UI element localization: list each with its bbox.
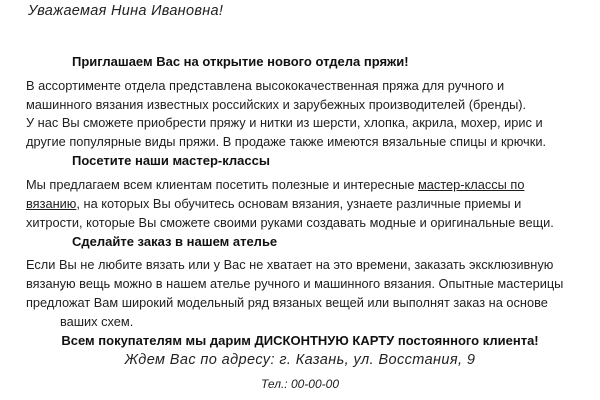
- paragraph-line: машинного вязания известных российских и зарубежных производителей (бренды).: [26, 97, 527, 112]
- paragraph-order: [26, 255, 578, 331]
- paragraph-line: Если Вы не любите вязать или у Вас не хватает на это времени, заказать эксклюзивную: [26, 257, 554, 272]
- paragraph-line: В ассортименте отдела представлена высококачественная пряжа для ручного и: [26, 78, 505, 93]
- paragraph-text: Мы предлагаем всем клиентам посетить полезные и интересные: [26, 177, 418, 192]
- paragraph-line: ваших схем.: [60, 314, 134, 329]
- discount-card-line: Всем покупателям мы дарим ДИСКОНТНУЮ КАРТУ постоянного клиента!: [61, 333, 539, 348]
- paragraph-line: другие популярные виды пряжи. В продаже также имеются вязальные спицы и крючки.: [26, 134, 547, 149]
- paragraph-text: , на которых Вы обучитесь основам вязания, узнаете различные приемы и: [76, 196, 522, 211]
- heading-invite: Приглашаем Вас на открытие нового отдела пряжи!: [72, 54, 409, 69]
- masterclass-link[interactable]: мастер-классы по: [418, 177, 525, 192]
- paragraph-line: вязаную вещь можно в нашем ателье ручного и машинного вязания. Опытные мастерицы: [26, 276, 564, 291]
- paragraph-line: хитрости, которые Вы сможете своими руками создавать модные и оригинальные вещи.: [26, 215, 554, 230]
- address-line: Ждем Вас по адресу: г. Казань, ул. Восстания, 9: [124, 352, 476, 368]
- greeting: Уважаемая Нина Ивановна!: [28, 3, 224, 19]
- masterclass-link-continued[interactable]: вязанию: [26, 196, 77, 211]
- paragraph-line: У нас Вы сможете приобрести пряжу и нитки из шерсти, хлопка, акрила, мохер, ирис и: [26, 115, 543, 130]
- paragraph-assortment: [26, 76, 578, 114]
- heading-masterclass: Посетите наши мастер-классы: [72, 153, 270, 168]
- paragraph-masterclass: [26, 175, 578, 232]
- paragraph-line: [26, 194, 578, 213]
- heading-order: Сделайте заказ в нашем ателье: [72, 234, 278, 249]
- paragraph-products: [26, 113, 578, 151]
- paragraph-line: [26, 175, 578, 194]
- paragraph-line: предложат Вам широкий модельный ряд вязаных вещей или выполнят заказ на основе: [26, 295, 548, 310]
- phone-line: Тел.: 00-00-00: [260, 377, 339, 391]
